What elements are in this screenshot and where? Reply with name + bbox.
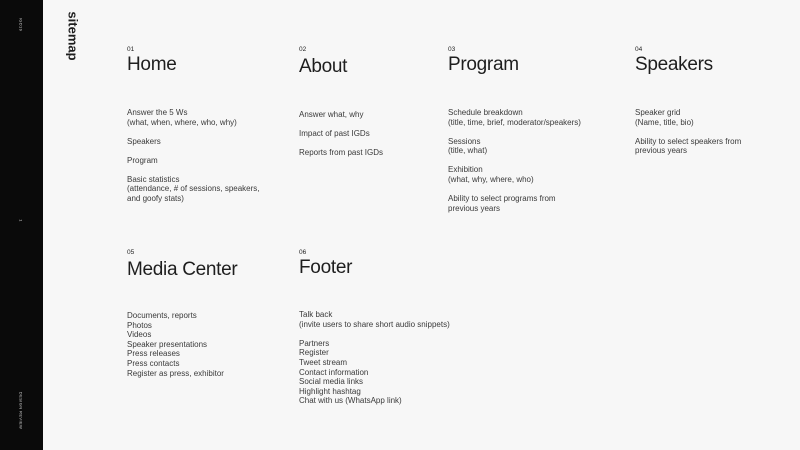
list-item: Highlight hashtag <box>299 386 361 396</box>
list-item: Social media links <box>299 377 364 387</box>
list-item: Program <box>127 155 158 165</box>
list-item: Speaker presentations <box>127 339 208 349</box>
list-item: Partners <box>299 338 330 348</box>
list-item: Press contacts <box>127 358 180 368</box>
list-item: Schedule breakdown (title, time, brief, moderator/speakers) <box>448 108 581 127</box>
list-item: Exhibition (what, why, where, who) <box>448 165 534 184</box>
section-number: 02 <box>299 46 307 53</box>
section-title: Media Center <box>127 259 238 280</box>
section-title: About <box>299 56 348 77</box>
event-label: IGD19 <box>18 17 24 32</box>
list-item: Ability to select programs from previous years <box>448 194 556 213</box>
section-number: 06 <box>299 249 307 256</box>
list-item: Speakers <box>127 136 161 146</box>
list-item: Ability to select speakers from previous years <box>635 136 742 156</box>
list-item: Tweet stream <box>299 357 348 367</box>
list-item: Answer what, why <box>299 110 364 119</box>
section-items <box>299 110 383 167</box>
section-title: Speakers <box>635 54 713 75</box>
list-item: Chat with us (WhatsApp link) <box>299 396 402 406</box>
page-number: 1 <box>18 219 24 222</box>
section-number: 03 <box>448 46 456 53</box>
section-items <box>127 311 224 378</box>
list-item: Answer the 5 Ws (what, when, where, who, why) <box>127 108 237 127</box>
list-item: Documents, reports <box>127 311 197 320</box>
list-spacer <box>299 329 450 339</box>
section-items <box>448 108 581 223</box>
list-item: Talk back (invite users to share short audio snippets) <box>299 310 450 329</box>
section-media-center <box>127 249 292 389</box>
list-item: Sessions (title, what) <box>448 136 488 156</box>
list-item: Reports from past IGDs <box>299 148 384 158</box>
section-number: 01 <box>127 46 135 53</box>
section-title: Program <box>448 54 519 75</box>
section-number: 05 <box>127 249 135 256</box>
section-about <box>299 46 439 216</box>
list-item: Basic statistics (attendance, # of sessions, speakers, and goofy stats) <box>127 174 260 204</box>
list-item: Photos <box>127 320 152 330</box>
section-number: 04 <box>635 46 643 53</box>
section-items <box>127 108 260 213</box>
design-review-label: DESIGN REVIEW <box>18 391 24 430</box>
section-title: Home <box>127 54 177 75</box>
section-items <box>635 108 741 165</box>
list-item: Press releases <box>127 349 180 359</box>
page-title: sitemap <box>65 11 81 61</box>
list-item: Contact information <box>299 367 369 377</box>
section-program <box>448 46 628 226</box>
section-home <box>127 46 292 216</box>
section-title: Footer <box>299 257 353 278</box>
section-speakers <box>635 46 790 216</box>
list-item: Register <box>299 348 329 358</box>
list-item: Impact of past IGDs <box>299 129 370 139</box>
list-item: Videos <box>127 330 152 340</box>
list-item: Register as press, exhibitor <box>127 368 224 378</box>
section-items <box>299 310 450 406</box>
sidebar <box>0 0 43 450</box>
list-item: Speaker grid (Name, title, bio) <box>635 108 694 127</box>
section-footer <box>299 249 529 419</box>
